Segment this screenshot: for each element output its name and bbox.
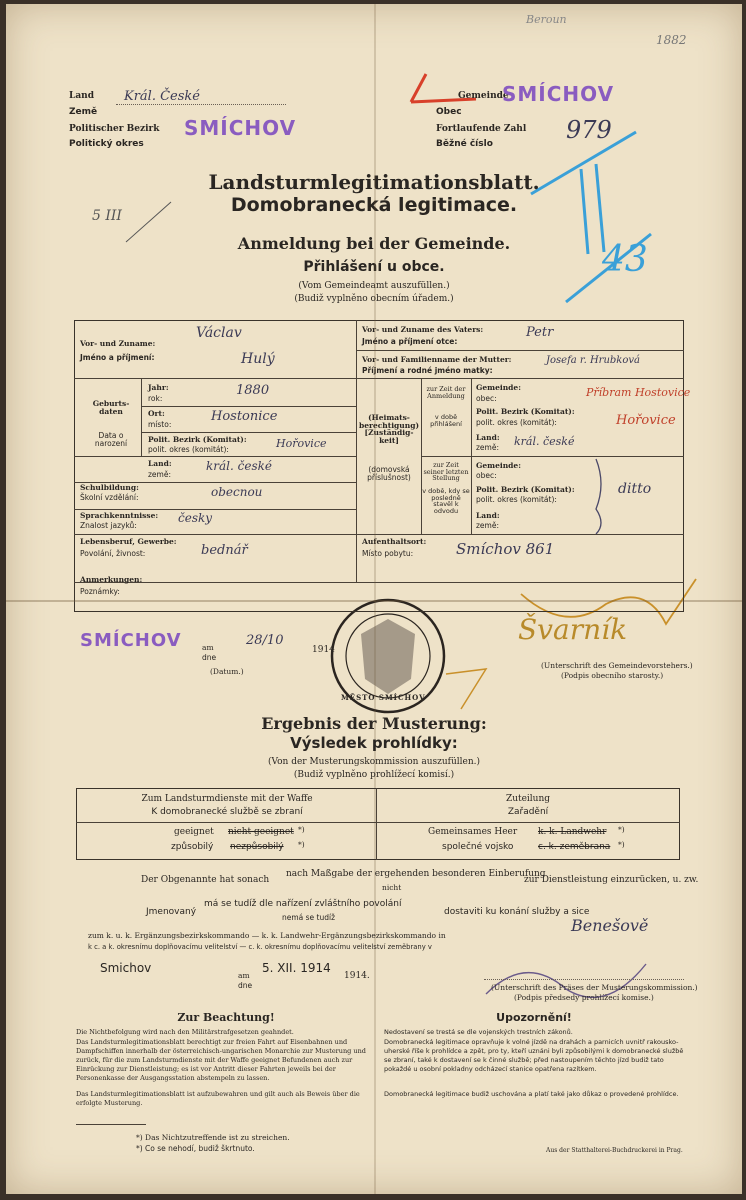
land-value-t: král. české xyxy=(206,459,272,473)
aufenthalt-label-cz: Místo pobytu: xyxy=(362,549,414,558)
document-sheet xyxy=(6,4,742,1194)
corner-note: Beroun xyxy=(526,13,567,26)
name-label-cz: Jméno a příjmení: xyxy=(80,353,155,362)
blue-number: 43 xyxy=(602,239,648,280)
geeignet-label: geeignet xyxy=(174,827,214,837)
zeit-label-cz: v době přihlášení xyxy=(430,413,462,428)
remarks-label-cz: Poznámky: xyxy=(80,587,120,596)
order-line1c: zur Dienstleistung einzurücken, u. zw. xyxy=(524,875,699,885)
school-value: obecnou xyxy=(211,485,263,499)
zahl-label-de: Fortlaufende Zahl xyxy=(436,124,527,134)
order-line1b: nach Maßgabe der ergehenden besonderen Einberufung xyxy=(286,869,546,879)
jahr-value: 1880 xyxy=(236,383,270,398)
municipal-date-stamp: SMÍCHOV xyxy=(80,630,182,651)
commission-place: Smichov xyxy=(100,961,152,975)
school-label-cz: Školní vzdělání: xyxy=(80,493,139,502)
birth-label-cz: Data o narození xyxy=(94,431,128,448)
am-label-2: am xyxy=(238,971,250,980)
bezirk-label-de: Politischer Bezirk xyxy=(69,124,160,134)
ditto-value: ditto xyxy=(618,481,652,497)
mother-value: Josefa r. Hrubková xyxy=(546,355,640,366)
gemeinde-value-t: Příbram Hostovice xyxy=(586,386,691,399)
municipal-year: 1914 xyxy=(312,645,335,655)
notice-cz-title: Upozornění! xyxy=(496,1011,572,1024)
mother-label-cz: Příjmení a rodné jméno matky: xyxy=(362,366,493,375)
lang-label-cz: Znalost jazyků: xyxy=(80,521,137,530)
margin-note: 5 III xyxy=(92,208,122,224)
order-line2: má se tudíž dle nařízení zvláštního povolání xyxy=(204,899,402,909)
notice-cz-p3: Domobranecká legitimace budiž uschována a platí také jako důkaz o provedené prohlídce. xyxy=(384,1090,679,1098)
nicht-geeignet-label: nicht geeignet xyxy=(228,827,294,837)
zemebrana-label: c. k. zeměbrana xyxy=(538,842,611,852)
commission-year: 1914. xyxy=(344,971,370,981)
name-label-de: Vor- und Zuname: xyxy=(80,339,156,348)
ort-label-de: Ort: xyxy=(148,409,165,418)
zahl-value: 979 xyxy=(566,116,612,144)
bezirk-label-cz: Politický okres xyxy=(69,139,144,149)
order-jmenovany: Jmenovaný xyxy=(146,907,197,917)
gemeinde3-label-de: Gemeinde: xyxy=(476,461,521,470)
weapon-service-cz: K domobranecké službě se zbraní xyxy=(151,807,303,817)
footnote-cz: *) Co se nehodí, budiž škrtnuto. xyxy=(136,1144,255,1153)
notice-de-p1: Die Nichtbefolgung wird nach den Militärstrafgesetzen geahndet. xyxy=(76,1028,294,1036)
order-line3-value: Benešově xyxy=(571,916,649,935)
bezirk-stamp: SMÍCHOV xyxy=(184,116,297,140)
am-label: am xyxy=(202,643,214,652)
order-line1: Der Obgenannte hat sonach xyxy=(141,875,270,885)
ort-label-cz: místo: xyxy=(148,420,172,429)
zeit-label-de: zur Zeit der Anmeldung xyxy=(426,385,466,400)
land-label-cz-t: země: xyxy=(148,470,171,479)
heimat-label-de: (Heimats-berechtigung) [Zuständig-keit] xyxy=(358,413,419,445)
school-label-de: Schulbildung: xyxy=(80,483,139,492)
ink-stroke xyxy=(446,669,486,709)
order-nema: nemá se tudíž xyxy=(282,913,336,922)
notice-de-p3: Das Landsturmlegitimationsblatt ist aufzubewahren und gilt auch als Beweis über die erfolgte Musterung. xyxy=(76,1090,360,1107)
assignment-cz: Zařadění xyxy=(507,807,549,817)
jahr-label-cz: rok: xyxy=(148,394,163,403)
land3-label-cz: země: xyxy=(476,521,499,530)
aufenthalt-value: Smíchov 861 xyxy=(456,540,555,558)
zahl-label-cz: Běžné číslo xyxy=(436,139,493,149)
pbez2-value: Hořovice xyxy=(616,413,676,428)
footnote-de: *) Das Nichtzutreffende ist zu streichen. xyxy=(136,1133,290,1142)
section2-note-cz: (Budiž vyplněno prohlížecí komisí.) xyxy=(293,770,455,780)
land2-label-de: Land: xyxy=(476,433,500,442)
section2-title-de: Ergebnis der Musterung: xyxy=(261,714,487,733)
job-label-cz: Povolání, živnost: xyxy=(80,549,146,558)
ort-value: Hostonice xyxy=(211,409,278,424)
printer-note: Aus der Statthalterei-Buchdruckerei in Prag. xyxy=(546,1147,683,1154)
datum-label: (Datum.) xyxy=(210,667,244,676)
birth-label-de: Geburts-daten xyxy=(92,399,130,416)
heer-label: Gemeinsames Heer xyxy=(428,827,518,837)
pbez3-label-cz: polit. okres (komitát): xyxy=(476,495,557,504)
remarks-label-de: Anmerkungen: xyxy=(80,575,143,584)
stellung-label-cz: v době, kdy se posledně stavěl k odvodu xyxy=(422,487,470,515)
father-label-cz: Jméno a příjmení otce: xyxy=(362,337,458,346)
pbez2-label-de: Polit. Bezirk (Komitat): xyxy=(476,407,575,416)
footnote-mark-3: *) xyxy=(618,825,625,834)
gemeinde-label-de-t: Gemeinde: xyxy=(476,383,521,392)
land-label-de: Land xyxy=(69,91,94,101)
title-de: Landsturmlegitimationsblatt. xyxy=(208,170,540,194)
land3-label-de: Land: xyxy=(476,511,500,520)
job-value: bednář xyxy=(201,543,248,558)
zpusobily-label: způsobilý xyxy=(171,842,214,852)
gemeinde3-label-cz: obec: xyxy=(476,471,497,480)
pbez2-label-cz: polit. okres (komitát): xyxy=(476,418,557,427)
footnote-mark-4: *) xyxy=(618,840,625,849)
lang-value: česky xyxy=(178,511,213,525)
pbez3-label-de: Polit. Bezirk (Komitat): xyxy=(476,485,575,494)
land2-value: král. české xyxy=(514,435,575,448)
name-last: Hulý xyxy=(241,351,275,367)
gemeinde-label-cz-t: obec: xyxy=(476,394,497,403)
name-first: Václav xyxy=(196,325,242,341)
order-line2c: dostaviti ku konání služby a sice xyxy=(444,907,590,917)
pbez-label-de: Polit. Bezirk (Komitat): xyxy=(148,435,247,444)
commission-date: 5. XII. 1914 xyxy=(262,961,331,975)
job-label-de: Lebensberuf, Gewerbe: xyxy=(80,537,177,546)
mayor-sig-label-de: (Unterschrift des Gemeindevorstehers.) xyxy=(541,661,693,670)
notice-de-p2: Das Landsturmlegitimationsblatt berechtigt zur freien Fahrt auf Eisenbahnen und Dampfschiffen innerhalb der österreichisch-ungarischen Monarchie zur Musterung und zurück, für die zum Landsturmdienste mit der Waffe geeignet Befundenen auch zur Einrückung zur Dienstleistung; es ist vor Antritt dieser Fahrten jeweils bei der Personenkasse der Ausgangsstation abstempeln zu lassen. xyxy=(76,1038,366,1082)
section1-title-de: Anmeldung bei der Gemeinde. xyxy=(237,234,511,253)
section2-note-de: (Von der Musterungskommission auszufüllen.) xyxy=(267,757,481,767)
seal-text: MĚSTO SMÍCHOV xyxy=(341,693,426,702)
order-line3: zum k. u. k. Ergänzungsbezirkskommando — k. k. Landwehr-Ergänzungsbezirkskommando in xyxy=(88,931,446,940)
land-value: Král. České xyxy=(124,89,200,104)
footnote-mark-1: *) xyxy=(298,825,305,834)
land2-label-cz: země: xyxy=(476,443,499,452)
aufenthalt-label-de: Aufenthaltsort: xyxy=(362,537,427,546)
title-cz: Domobranecká legitimace. xyxy=(230,194,518,216)
land-label-cz: Země xyxy=(69,107,98,117)
dne-label: dne xyxy=(202,653,217,662)
jahr-label-de: Jahr: xyxy=(148,383,169,392)
father-label-de: Vor- und Zuname des Vaters: xyxy=(362,325,484,334)
municipal-date-value: 28/10 xyxy=(246,633,284,648)
mother-label-de: Vor- und Familienname der Mutter: xyxy=(362,355,512,364)
mayor-signature: Švarník xyxy=(518,613,628,646)
notice-de-title: Zur Beachtung! xyxy=(177,1011,275,1024)
section2-title-cz: Výsledek prohlídky: xyxy=(290,734,458,752)
stellung-label-de: zur Zeit seiner letzten Stellung xyxy=(423,461,469,482)
landwehr-label: k. k. Landwehr xyxy=(538,827,607,837)
section1-note-cz: (Budiž vyplněno obecním úřadem.) xyxy=(294,294,454,304)
weapon-service-de: Zum Landsturmdienste mit der Waffe xyxy=(141,794,313,804)
commission-sig-label-de: (Unterschrift des Präses der Musterungskommission.) xyxy=(491,983,698,992)
notice-cz-p1: Nedostavení se trestá se dle vojenských trestních zákonů. xyxy=(384,1028,573,1036)
nezpusobily-label: nezpůsobilý xyxy=(230,842,284,852)
corner-year: 1882 xyxy=(656,33,687,47)
pbez-label-cz: polit. okres (komitát): xyxy=(148,445,229,454)
section1-note-de: (Vom Gemeindeamt auszufüllen.) xyxy=(298,281,450,291)
heimat-label-cz: (domovská příslušnost) xyxy=(367,465,411,482)
commission-sig-label-cz: (Podpis předsedy prohlížecí komise.) xyxy=(514,993,654,1002)
footnote-mark-2: *) xyxy=(298,840,305,849)
order-nicht: nicht xyxy=(382,883,402,892)
notice-cz-p2: Domobranecká legitimace opravňuje k volné jízdě na drahách a parnicích uvnitř rakousko-uherské říše k prohlídce a zpět, pro ty, kteří uznáni byli způsobilými k domobranecké službě se zbraní, také k dostavení se k činné službě; před nastoupením těchto jízd budiž tato pokaždé u osobní pokladny odcházecí stanice opatřena razítkem. xyxy=(384,1038,684,1073)
land-label-de-t: Land: xyxy=(148,459,172,468)
pbez-value: Hořovice xyxy=(276,437,327,450)
section1-title-cz: Přihlášení u obce. xyxy=(303,259,445,275)
vojsko-label: společné vojsko xyxy=(442,842,514,852)
lang-label-de: Sprachkenntnisse: xyxy=(80,511,159,520)
gemeinde-label-cz: Obec xyxy=(436,107,462,117)
gemeinde-stamp: SMÍCHOV xyxy=(502,82,615,106)
order-line4: k c. a k. okresnímu doplňovacímu velitelství — c. k. okresnímu doplňovacímu velitelství zeměbrany v xyxy=(88,943,432,951)
dne-label-2: dne xyxy=(238,981,253,990)
mayor-sig-label-cz: (Podpis obecního starosty.) xyxy=(561,671,664,680)
gemeinde-label-de: Gemeinde xyxy=(458,91,509,101)
father-value: Petr xyxy=(526,325,554,340)
assignment-de: Zuteilung xyxy=(505,794,551,804)
